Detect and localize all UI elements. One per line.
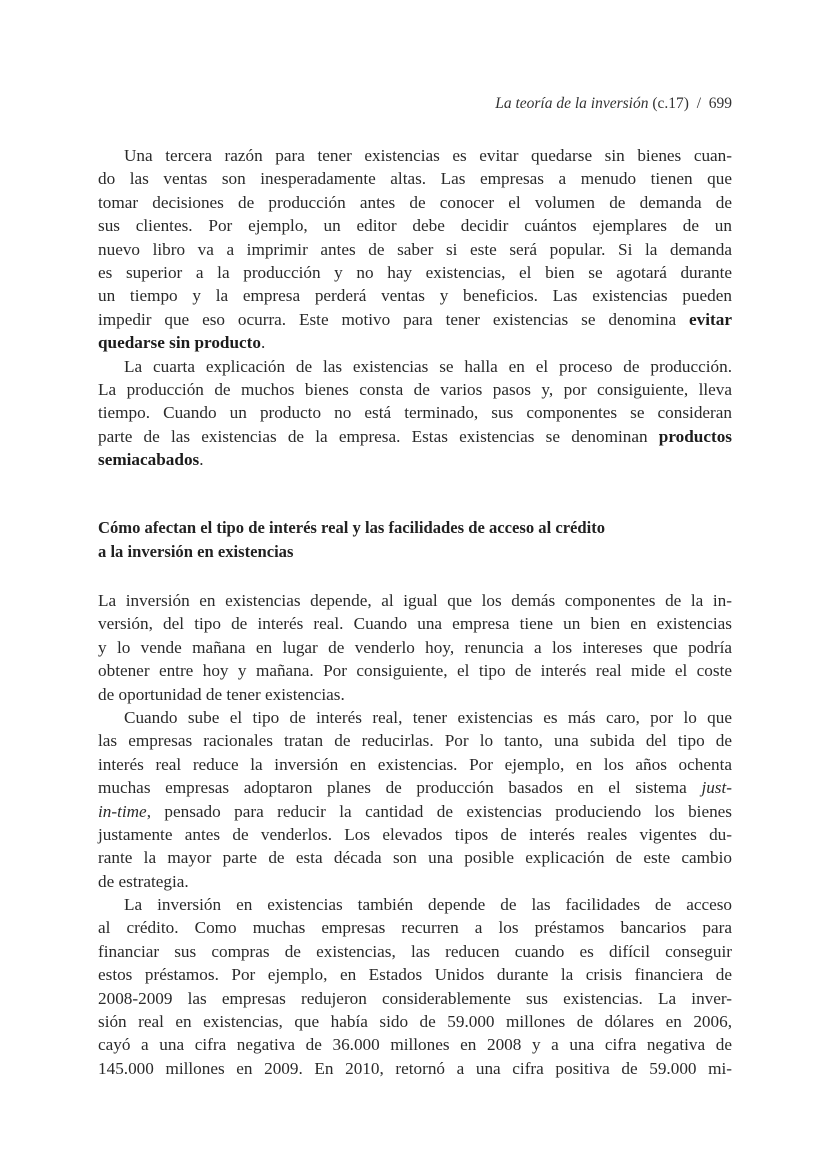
running-head	[495, 95, 732, 113]
running-head-separator: /	[696, 95, 701, 112]
page-number: 699	[708, 95, 732, 112]
italic-term: just-	[701, 778, 732, 798]
paragraph-third-reason	[98, 144, 732, 355]
text-line: sión real en existencias, que había sido de 59.000 millones de dólares en 2006,	[98, 1012, 732, 1032]
text-line: do las ventas son inesperadamente altas. Las empresas a menudo tienen que	[98, 169, 732, 189]
text-line: nuevo libro va a imprimir antes de saber si este será popular. Si la demanda	[98, 239, 732, 259]
bold-term: semiacabados	[98, 450, 200, 470]
punctuation: .	[199, 450, 204, 470]
paragraph-credit-access	[98, 893, 732, 1080]
section2-text	[98, 589, 732, 1080]
bold-term: evitar	[689, 309, 732, 329]
text-line: de estrategia.	[98, 871, 189, 891]
text-line	[98, 425, 732, 448]
text-line: las empresas racionales tratan de reducirlas. Por lo tanto, una subida del tipo de	[98, 731, 732, 751]
text-line: tiempo. Cuando un producto no está terminado, sus componentes se consideran	[98, 403, 732, 423]
paragraph-rising-rates	[98, 706, 732, 893]
text-span: impedir que eso ocurra. Este motivo para tener existencias se denomina	[98, 309, 677, 329]
text-line: 2008-2009 las empresas redujeron considerablemente sus existencias. La inver-	[98, 988, 732, 1008]
text-line: La inversión en existencias depende, al igual que los demás componentes de la in-	[98, 591, 732, 610]
paragraph-fourth-explanation	[98, 355, 732, 472]
text-line	[98, 800, 732, 823]
text-line: Cuando sube el tipo de interés real, tener existencias es más caro, por lo que	[124, 707, 732, 727]
text-line: interés real reduce la inversión en existencias. Por ejemplo, en los años ochenta	[98, 754, 732, 774]
text-line: Una tercera razón para tener existencias es evitar quedarse sin bienes cuan-	[124, 146, 732, 165]
text-span: parte de las existencias de la empresa. Estas existencias se denominan	[98, 426, 648, 446]
text-line: obtener entre hoy y mañana. Por consiguiente, el tipo de interés real mide el coste	[98, 661, 732, 681]
running-head-chapter: (c.17)	[652, 95, 689, 112]
text-line: es superior a la producción y no hay existencias, el bien se agotará durante	[98, 262, 732, 282]
section-heading	[98, 516, 605, 563]
text-line: estos préstamos. Por ejemplo, en Estados Unidos durante la crisis financiera de	[98, 965, 732, 985]
text-line: al crédito. Como muchas empresas recurren a los préstamos bancarios para	[98, 918, 732, 938]
paragraph-interest-rate	[98, 589, 732, 706]
bold-term: productos	[658, 426, 732, 446]
text-line	[98, 448, 732, 471]
text-line: un tiempo y la empresa perderá ventas y beneficios. Las existencias pueden	[98, 286, 732, 306]
text-line: y lo vende mañana en lugar de venderlo hoy, renuncia a los intereses que podría	[98, 637, 732, 657]
text-line: rante la mayor parte de esta década son una posible explicación de este cambio	[98, 848, 732, 868]
running-head-title: La teoría de la inversión	[495, 95, 649, 112]
text-span: , pensado para reducir la cantidad de existencias produciendo los bienes	[146, 801, 732, 821]
text-line	[98, 331, 732, 354]
section1-text	[98, 144, 732, 471]
text-line: La cuarta explicación de las existencias se halla en el proceso de producción.	[124, 356, 732, 376]
text-line: La producción de muchos bienes consta de varios pasos y, por consiguiente, lleva	[98, 379, 732, 399]
text-line: justamente antes de venderlos. Los elevados tipos de interés reales vigentes du-	[98, 824, 732, 844]
heading-line: a la inversión en existencias	[98, 541, 294, 561]
text-line	[98, 776, 732, 799]
text-span: muchas empresas adoptaron planes de producción basados en el sistema	[98, 778, 687, 798]
text-line: 145.000 millones en 2009. En 2010, retornó a una cifra positiva de 59.000 mi-	[98, 1058, 732, 1078]
text-line: cayó a una cifra negativa de 36.000 millones en 2008 y a una cifra negativa de	[98, 1035, 732, 1055]
punctuation: .	[261, 333, 266, 353]
text-line: de oportunidad de tener existencias.	[98, 684, 345, 704]
text-line: financiar sus compras de existencias, las reducen cuando es difícil conseguir	[98, 941, 732, 961]
text-line	[98, 308, 732, 331]
text-line: sus clientes. Por ejemplo, un editor debe decidir cuántos ejemplares de un	[98, 216, 732, 236]
text-line: versión, del tipo de interés real. Cuando una empresa tiene un bien en existencias	[98, 614, 732, 634]
bold-term: quedarse sin producto	[98, 333, 261, 353]
italic-term: in-time	[98, 801, 147, 821]
text-line: tomar decisiones de producción antes de conocer el volumen de demanda de	[98, 192, 732, 212]
heading-line: Cómo afectan el tipo de interés real y las facilidades de acceso al crédito	[98, 518, 606, 537]
text-line: La inversión en existencias también depende de las facilidades de acceso	[124, 895, 732, 915]
